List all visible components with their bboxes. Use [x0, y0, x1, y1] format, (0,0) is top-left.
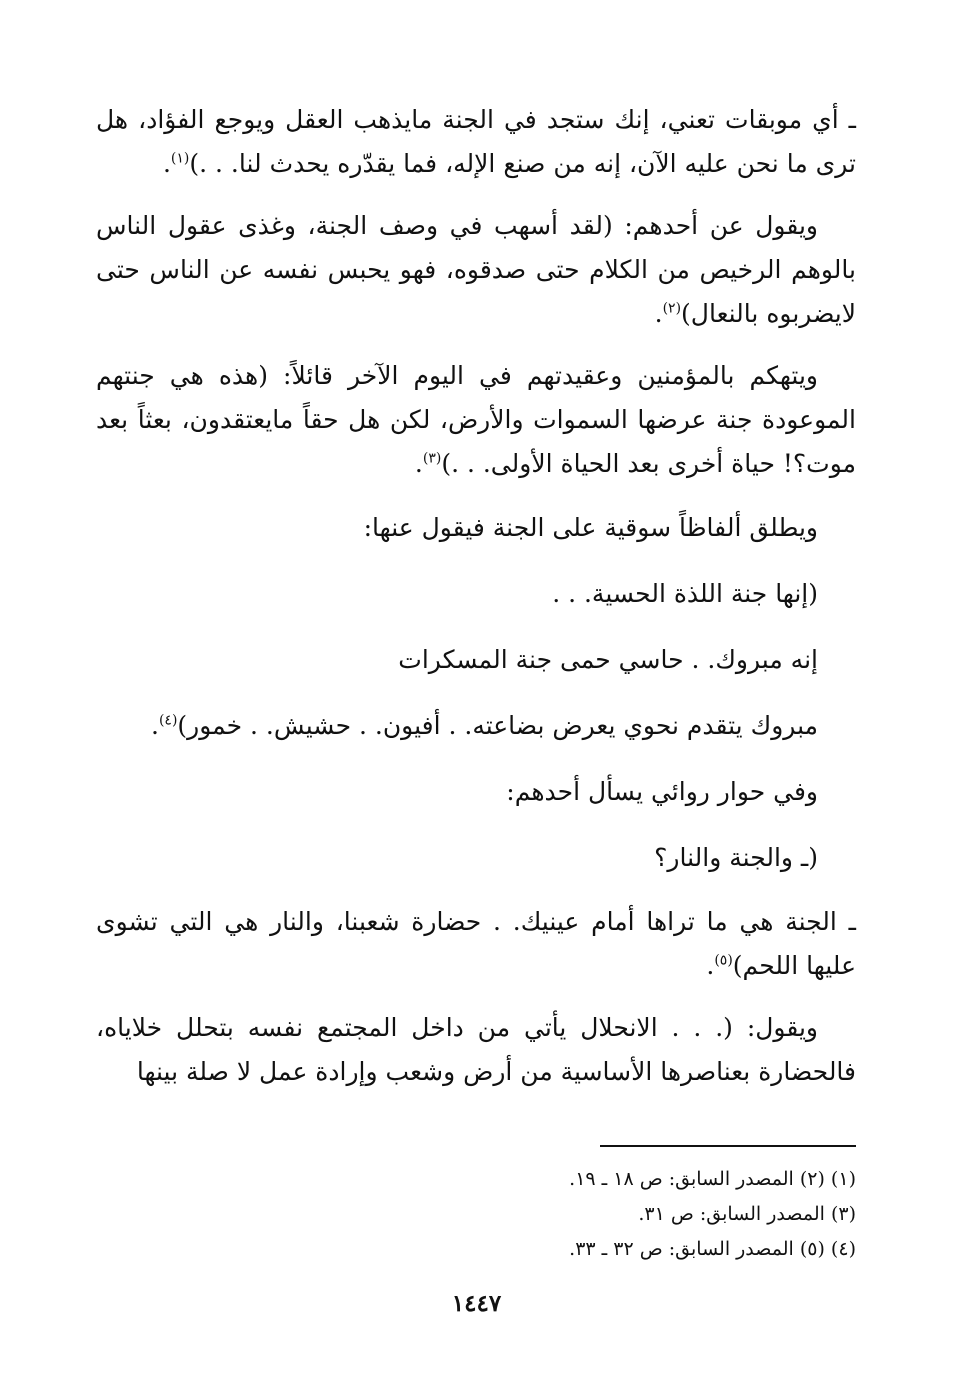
line-6: (ـ والجنة والنار؟: [654, 843, 818, 872]
line-1: ويطلق ألفاظاً سوقية على الجنة فيقول عنها:: [363, 513, 818, 542]
paragraph-4-text: ـ الجنة هي ما تراها أمام عينيك. . حضارة شعبنا، والنار هي التي تشوى عليها اللحم): [96, 907, 856, 980]
footnote-ref-5: (٥): [714, 952, 733, 969]
quoted-lines: [96, 506, 856, 880]
page-number: ١٤٤٧: [451, 1290, 502, 1317]
paragraph-3-tail: .: [414, 449, 423, 478]
footnote-ref-1: (١): [170, 150, 190, 167]
paragraph-2-text: ويقول عن أحدهم: (لقد أسهب في وصف الجنة، وغذى عقول الناس بالوهم الرخيص من الكلام حتى صدقوه، فهو يحبس نفسه عن الناس حتى لايضربوه بالنعال): [96, 211, 856, 328]
footnote-ref-4: (٤): [158, 712, 178, 729]
paragraph-3: [96, 354, 856, 486]
footnote-3: (٤) (٥) المصدر السابق: ص ٣٢ ـ ٣٣.: [569, 1238, 856, 1260]
line-3: إنه مبروك. . حاسي حمى جنة المسكرات: [398, 645, 818, 674]
paragraph-5: ويقول: (. . . الانحلال يأتي من داخل المجتمع نفسه بتحلل خلاياه، فالحضارة بعناصرها الأساسية من أرض وشعب وإرادة عمل لا صلة بينها: [96, 1013, 856, 1086]
page-body: [96, 98, 856, 1094]
paragraph-2: [96, 204, 856, 336]
line-4: [96, 704, 856, 748]
paragraph-2-tail: .: [654, 299, 663, 328]
paragraph-1-text: ـ أي موبقات تعني، إنك ستجد في الجنة مايذهب العقل ويوجع الفؤاد، هل ترى ما نحن عليه الآن، إنه من صنع الإله، فما يقدّره يحدث لنا. . .): [96, 105, 856, 178]
footnote-2: (٣) المصدر السابق: ص ٣١.: [638, 1203, 856, 1225]
paragraph-1: [96, 98, 856, 186]
footnote-1: (١) (٢) المصدر السابق: ص ١٨ ـ ١٩.: [569, 1168, 856, 1190]
footnotes: [96, 1162, 856, 1267]
line-5: وفي حوار روائي يسأل أحدهم:: [506, 777, 818, 806]
footnote-ref-2: (٢): [662, 300, 682, 317]
paragraph-3-text: ويتهكم بالمؤمنين وعقيدتهم في اليوم الآخر قائلاً: (هذه هي جنتهم الموعودة جنة عرضها السموات والأرض، لكن هل حقاً مايعتقدون، بعثاً بعد موت؟! حياة أخرى بعد الحياة الأولى. . .): [96, 361, 856, 478]
paragraph-4-tail: .: [706, 951, 715, 980]
line-4-tail: .: [151, 711, 159, 740]
footnote-divider: [600, 1145, 856, 1147]
line-2: (إنها جنة اللذة الحسية. . .: [552, 579, 818, 608]
line-4-text: مبروك يتقدم نحوي يعرض بضاعته. . أفيون. . حشيش. . خمور): [177, 711, 818, 740]
paragraph-1-tail: .: [162, 149, 171, 178]
paragraph-4: [96, 900, 856, 988]
footnote-ref-3: (٣): [422, 450, 442, 467]
